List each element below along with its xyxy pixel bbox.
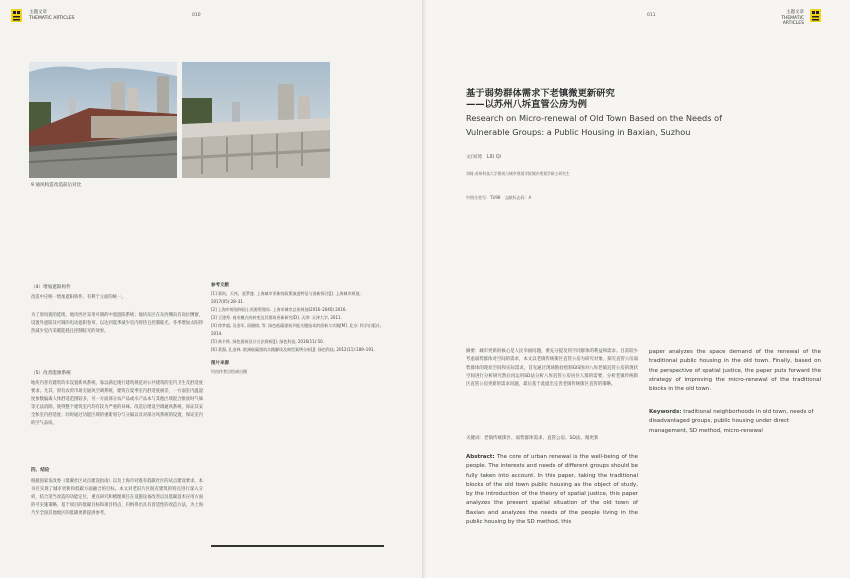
reference-item: [4] 徐孝超, 吴金军, 雨晓棋, 等. 绿色低碳建筑节能关键技术的创新与实践[M]. 北京: 科学出版社, 2014. [211,323,382,336]
title-en-line: Research on Micro-renewal of Old Town Based on the Needs of [466,113,722,123]
photo-before [29,62,177,178]
abstract-en-label: Abstract: [466,454,495,460]
figure-caption: 9 通风构造改造前后对比 [31,183,82,188]
article-title-en [466,112,722,139]
right-running-header [762,10,804,27]
keywords-en-label: Keywords: [649,409,682,415]
section-label-en: THEMATIC ARTICLES [781,15,804,26]
references [211,282,383,376]
image-source-heading: 图片来源 [211,361,229,366]
section-text: 地块内普有建筑均未设置新风系统，靠以满足现行建筑规范对公共建筑的室内卫生及舒适度要求。尤其，原有农贸市场无通风空调系统，建筑在夏季室内舒适度极差，一方面室内温湿度参数偏离人体舒适范围较多，另一方面部分农产品或水产品本与其他区域混合排放时气味等无法消除，使得整个建筑室内均有较为严重的异味。改造后增设空调通风系统，保证其安全和室内舒适度；同时通过功能区域的重新划分与分隔以及对部分风系统的设置，保证室内的空气品质。 [31,381,203,426]
section-text: 根据国家发改委《低碳社区试点建设指南》以及上海市对既有低碳社区的试点建设要求，本书目实现了城市更新和低碳方面融合的目标。本文对老旧片区既有建筑的特点进行深入分析，结合适当改造的功能定位，重点研究和梳理项目在设施设备改善以及低碳技术应用方面的可实施策略，基于项目的低碳目标和项目特点，归纳得出具有普适性的改造方法，为上海乃至全国其他地区的低碳更新提供参考。 [31,479,203,516]
right-page-number: 011 [647,13,656,18]
reference-item: [5] 黄卡铁. 绿色建筑设计方法探析[J]. 绿色科技, 2016(11):50. [211,339,324,344]
section-text: 为了原风貌的延续，地块西区采用可调的中置遮阳系统；地块东区在东西侧向有高位侧窗，设置外遮阳及可调的电动遮阳卷帘，以达到夏季减少室内得热且控制眩光、冬季增加太阳得热减少室内采暖能耗且控制眩光的效果。 [31,313,203,334]
column-rule [211,545,384,547]
abstract-zh: 摘要：城市更新的核心是人民幸福问题，要充分提及到不同群体的利益和需求。目前较少考虑弱势群体对空间的需求，本文以老镇传统街区直管公房为研究对象，探究直管公房弱势群体的现状空间和实际需求，首先通过现场勘验绘制GIS图对八坼老镇直管公房的现状空间进行分析研究然后再运用SD法分析八坼直管公房居住人群的需要，分析老镇传统街区直管公房更新的需求问题，最后基于此提出完善老镇传统街区直管的策略。 [466,349,638,388]
left-page [0,0,424,578]
reference-item: [2] 上海市规划和国土资源管理局. 上海市城市总体规划(2016–2040).2016. [211,307,347,312]
title-zh-line: 基于弱势群体需求下老镇微更新研究 [466,88,615,99]
section-heading: （5）改善能源系统 [31,371,71,376]
journal-logo [810,9,821,22]
section-heading: （4）增加遮阳构件 [31,285,71,290]
reference-item: [6] 葛强, 孔金林. 欧洲低碳建筑实践解读及典型案例分析[J]. 绿色科技, 2012(11):189–191. [211,347,375,352]
keywords-en-text: traditional neighborhoods in old town, needs of disadvantaged groups, public housing under direct management, SD method, micro-renewal [649,409,814,434]
title-en-line: Vulnerable Groups: a Public Housing in Baxian, Suzhou [466,126,691,137]
left-running-header [29,10,75,21]
classification: 中图分类号：TU98 文献标志码：A [466,195,532,200]
keywords-zh: 关键词：老镇传统街区、弱势群体需求、直管公房、SD法、微更新 [466,436,599,441]
section-label-zh: 主题文章 [786,10,804,15]
photo-after [182,62,330,178]
section-heading: 四、结论 [31,468,50,473]
section-text: 改造中应统一增加遮阳构件，有利于立面的统一。 [31,295,126,300]
references-heading: 参考文献 [211,283,229,288]
abstract-en [466,453,638,527]
reference-item: [1] 蒋尚，天纬，聂罗盛. 上海城市更新的政策演进特征与创新探讨[J]. 上海城市规划, 2017(05):28–31. [211,291,361,304]
keywords-en [649,408,821,436]
abstract-en-continued: paper analyzes the space demand of the renewal of the traditional public housing in the old town. Finally, based on the perspective of spatial justice, the paper puts forward the strategy of improving the micro-renewal of the traditional blocks in the old town. [649,349,821,393]
affiliation: 刘琦:苏州科技大学建筑与城市规划学院城乡规划学硕士研究生 [466,171,570,176]
left-page-number: 010 [192,13,201,18]
title-zh-line: ——以苏州八坼直管公房为例 [466,99,587,110]
abstract-en-text: The core of urban renewal is the well-being of the people. The interests and needs of different groups should be fully taken into account. In this paper, taking the traditional blocks of the old town public housing as the object of study, by the introduction of the theory of spatial justice, this paper analyzes the present spatial situation of the old town of Baxian and analyzes the needs of the people living in the public housing by the SD method, this [466,454,638,526]
article-title-zh [466,88,615,110]
section-label-en: THEMATIC ARTICLES [29,15,75,21]
author: 文/刘琦 LIU Qi [466,155,502,160]
image-source-text: 均由作者自绘或自摄 [211,369,247,374]
section-label-zh: 主题文章 [29,10,47,15]
journal-logo [11,9,22,22]
reference-item: [3] 王建秀. 商业模式的转变及其建筑更新研究[D]. 天津: 天津大学, 2011. [211,315,342,320]
